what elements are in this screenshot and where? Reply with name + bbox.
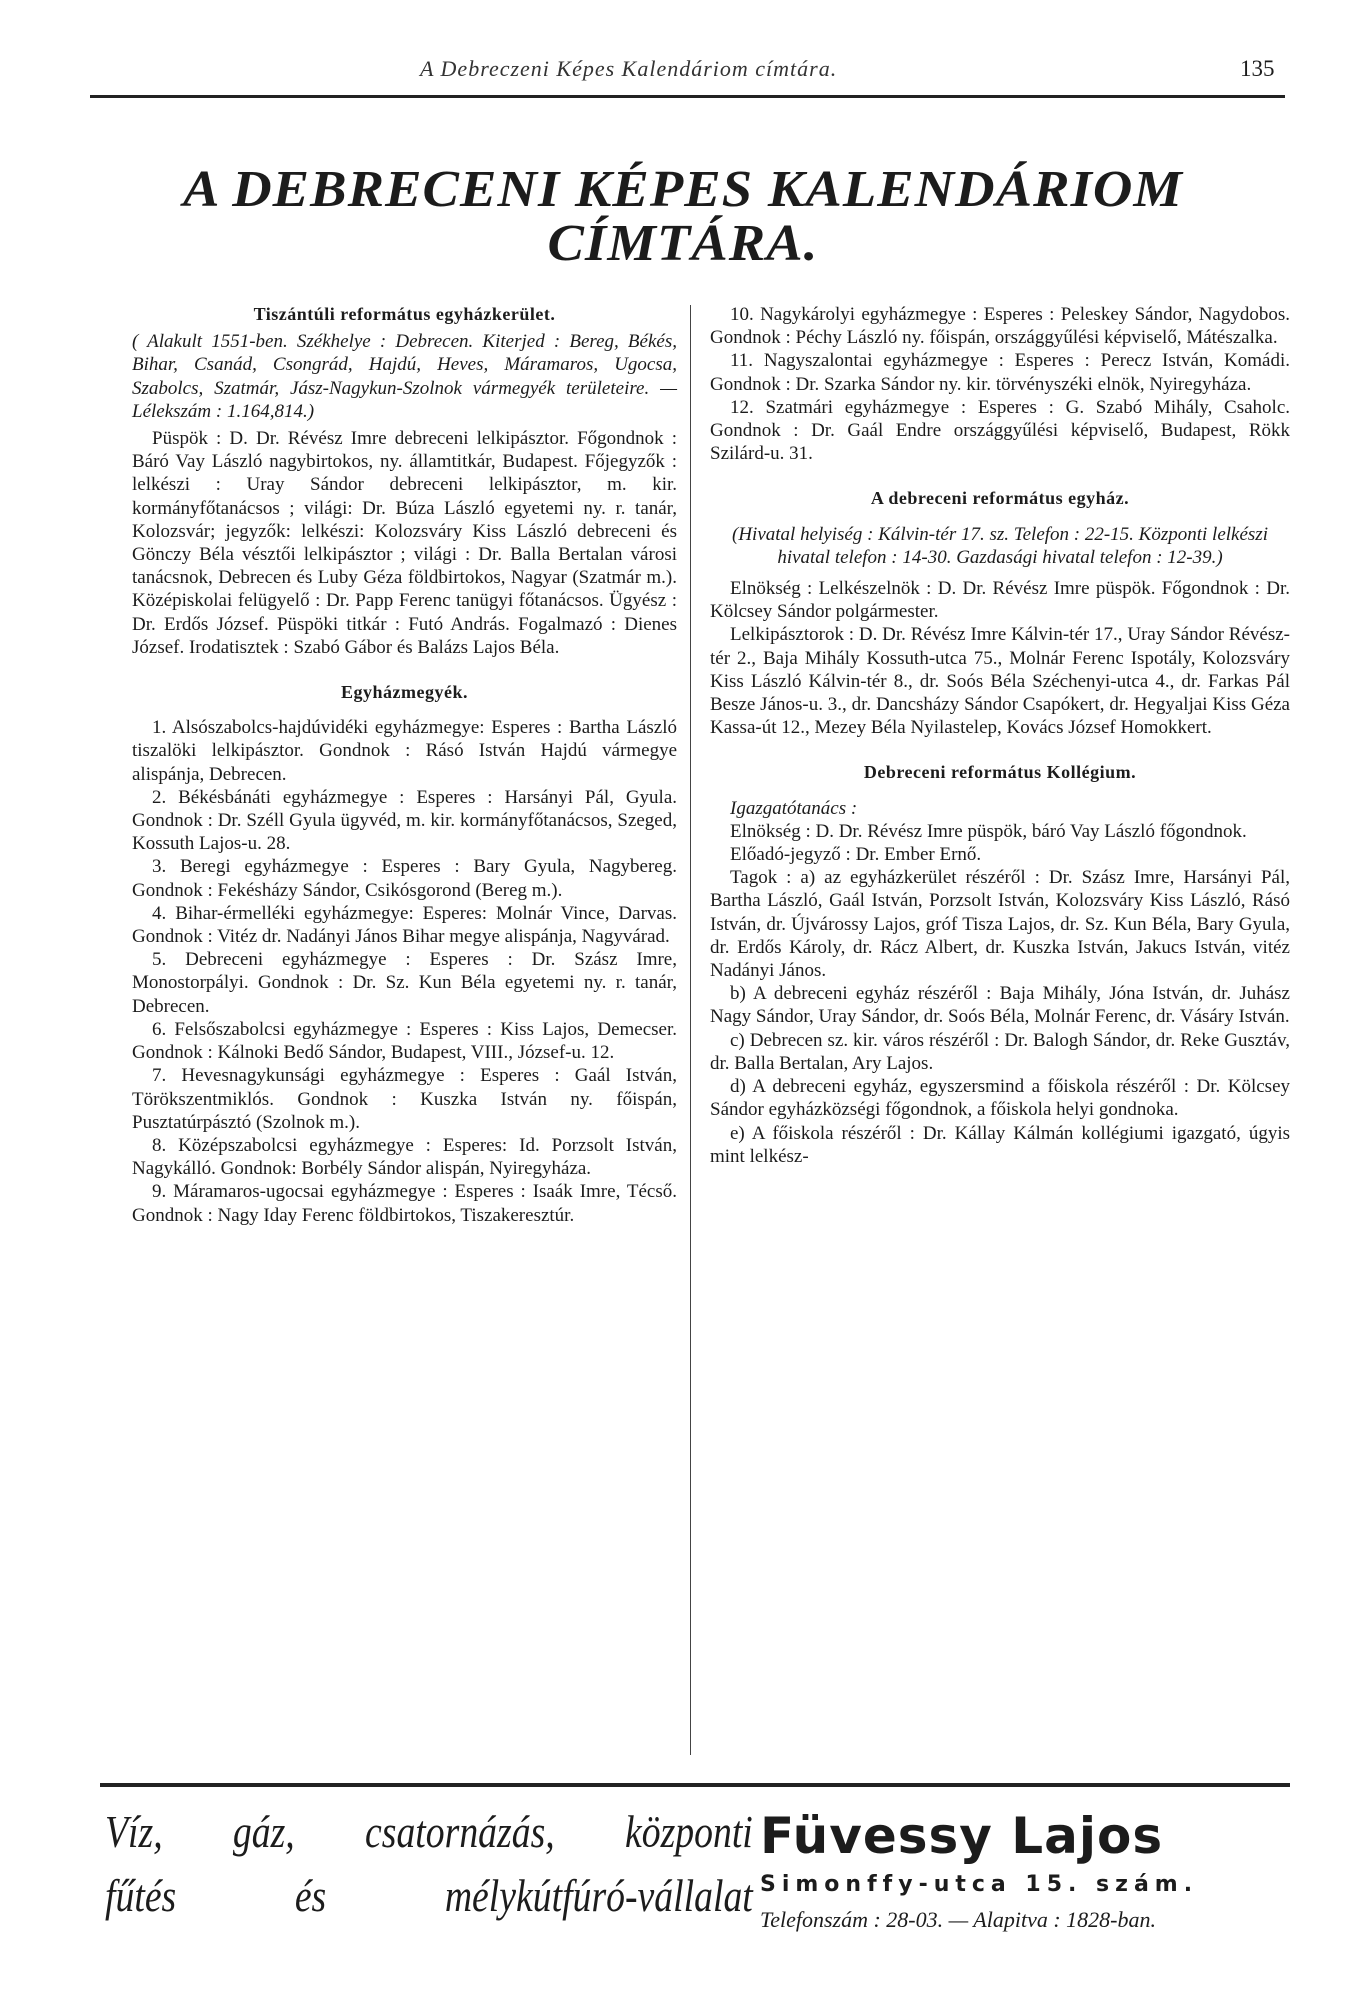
company-phone: Telefonszám : 28-03. — Alapitva : 1828-ban. [760, 1907, 1156, 1932]
section-heading: Debreceni református Kollégium. [863, 762, 1137, 783]
list-item: 2. Békésbánáti egyházmegye : Esperes : Harsányi Pál, Gyula. Gondnok : Dr. Széll Gyula ügyvéd, m. kir. kormányfőtanácsos, Szeged, Kossuth Lajos-u. 28. [132, 786, 677, 855]
list-item: 6. Felsőszabolcsi egyházmegye : Esperes : Kiss Lajos, Demecser. Gondnok : Kálnoki Bedő Sándor, Budapest, VIII., József-u. 12. [132, 1018, 677, 1064]
left-column [132, 303, 677, 1227]
section-heading: Tiszántúli református egyházkerület. [253, 304, 556, 324]
page-number: 135 [1240, 56, 1275, 81]
advert-services [105, 1800, 753, 1928]
paragraph: Előadó-jegyző : Dr. Ember Ernő. [730, 844, 982, 866]
list-item: 3. Beregi egyházmegye : Esperes : Bary Gyula, Nagybereg. Gondnok : Fekésházy Sándor, Csikósgorond (Bereg m.). [132, 856, 677, 901]
right-column [710, 303, 1290, 1168]
list-item: 1. Alsószabolcs-hajdúvidéki egyházmegye: Esperes : Bartha László tiszalöki lelkipásztor. Gondnok : Rásó István Hajdú vármegye alispánja, Debrecen. [132, 717, 677, 785]
company-name: Füvessy Lajos [760, 1807, 1164, 1865]
paragraph: b) A debreceni egyház részéről : Baja Mihály, Jóna István, dr. Juhász Nagy Sándor, Uray Sándor, dr. Soós Béla, Molnár Ferenc, dr. Vásáry István. [710, 983, 1290, 1028]
header-rule [90, 95, 1285, 98]
list-item: 12. Szatmári egyházmegye : Esperes : G. Szabó Mihály, Csaholc. Gondnok : Dr. Gaál Endre országgyűlési képviselő, Budapest, Rökk Szilárd-u. 31. [710, 396, 1290, 465]
list-item: 9. Máramaros-ugocsai egyházmegye : Esperes : Isaák Imre, Técső. Gondnok : Nagy Iday Ferenc földbirtokos, Tiszakeresztúr. [132, 1181, 677, 1226]
list-item: 11. Nagyszalontai egyházmegye : Esperes : Perecz István, Komádi. Gondnok : Dr. Szarka Sándor ny. kir. törvényszéki elnök, Nyiregyháza. [710, 350, 1290, 395]
paragraph: e) A főiskola részéről : Dr. Kállay Kálmán kollégiumi igazgató, úgyis mint lelkész- [710, 1122, 1290, 1167]
advert-line: Víz, gáz, csatornázás, központi [105, 1806, 753, 1857]
page-title-line2: CÍMTÁRA. [547, 215, 819, 272]
list-item: 7. Hevesnagykunsági egyházmegye : Esperes : Gaál István, Törökszentmiklós. Gondnok : Kuszka István ny. főispán, Pusztatúrpásztó (Szolnok m.). [132, 1065, 677, 1133]
list-item: 5. Debreceni egyházmegye : Esperes : Dr. Szász Imre, Monostorpályi. Gondnok : Dr. Sz. Kun Béla egyetemi ny. r. tanár, Debrecen. [132, 949, 677, 1017]
page-title: A DEBRECENI KÉPES KALENDÁRIOM [183, 161, 1183, 218]
advert-line: fűtés és mélykútfúró-vállalat [105, 1870, 753, 1921]
paragraph: Tagok : a) az egyházkerület részéről : Dr. Szász Imre, Harsányi Pál, Bartha László, Gaál István, Porzsolt István, Kolozsváry Kiss László, Rásó István, dr. Újvárossy Lajos, gróf Tisza Lajos, dr. Sz. Kun Béla, Bary Gyula, dr. Erdős Károly, dr. Rácz Albert, dr. Kuszka István, Jakucs István, vitéz Nadányi János. [710, 867, 1290, 982]
list-item: 4. Bihar-érmelléki egyházmegye: Esperes: Molnár Vince, Darvas. Gondnok : Vitéz dr. Nadányi János Bihar megye alispánja, Nagyvárad. [132, 902, 677, 948]
paragraph: Lelkipásztorok : D. Dr. Révész Imre Kálvin-tér 17., Uray Sándor Révész-tér 2., Baja Mihály Kossuth-utca 75., Molnár Ferenc Ispotály, Kolozsváry Kiss László Kálvin-tér 8., dr. Soós Béla Széchenyi-utca 4., dr. Farkas Pál Besze János-u. 3., dr. Dancsházy Sándor Csapókert, dr. Hegyaljai Kiss Géza Kassa-út 12., Mezey Béla Nyilastelep, Kovács József Homokkert. [710, 624, 1290, 739]
office-info: (Hivatal helyiség : Kálvin-tér 17. sz. Telefon : 22-15. Központi lelkészi hivatal telefon : 14-30. Gazdasági hivatal telefon : 12-39.) [732, 523, 1268, 568]
advert-rule [100, 1783, 1290, 1787]
section-intro: ( Alakult 1551-ben. Székhelye : Debrecen. Kiterjed : Bereg, Békés, Bihar, Csanád, Csongrád, Hajdú, Heves, Máramaros, Ugocsa, Szabolcs, Szatmár, Jász-Nagykun-Szolnok vármegyék területeire. — Lélekszám : 1.164,814.) [132, 331, 677, 422]
paragraph: c) Debrecen sz. kir. város részéről : Dr. Balogh Sándor, dr. Reke Gusztáv, dr. Balla Bertalan, Ary Lajos. [710, 1029, 1290, 1074]
list-item: 10. Nagykárolyi egyházmegye : Esperes : Peleskey Sándor, Nagydobos. Gondnok : Péchy László ny. főispán, országgyűlési képviselő, Mátészalka. [710, 304, 1290, 349]
paragraph: d) A debreceni egyház, egyszersmind a főiskola részéről : Dr. Kölcsey Sándor egyházközségi főgondnok, a főiskola helyi gondnoka. [710, 1076, 1290, 1121]
paragraph: Elnökség : D. Dr. Révész Imre püspök, báró Vay László főgondnok. [730, 820, 1247, 842]
running-header [0, 42, 1366, 82]
running-title: A Debreczeni Képes Kalendáriom címtára. [420, 56, 838, 81]
paragraph: Elnökség : Lelkészelnök : D. Dr. Révész Imre püspök. Főgondnok : Dr. Kölcsey Sándor polgármester. [710, 578, 1290, 623]
column-divider [690, 305, 691, 1755]
list-item: 8. Középszabolcsi egyházmegye : Esperes: Id. Porzsolt István, Nagykálló. Gondnok: Borbély Sándor alispán, Nyiregyháza. [132, 1134, 677, 1180]
section-heading: Egyházmegyék. [341, 682, 468, 703]
company-address: Simonffy-utca 15. szám. [760, 1872, 1199, 1897]
officials-paragraph: Püspök : D. Dr. Révész Imre debreceni lelkipásztor. Főgondnok : Báró Vay László nagybirtokos, ny. államtitkár, Budapest. Főjegyzők : lelkészi : Uray Sándor debreceni lelkipásztor, m. kir. kormányfőtanácsos ; világi: Dr. Búza László egyetemi ny. r. tanár, Kolozsvár; jegyzők: lelkészi: Kolozsváry Kiss László debreceni és Gönczy Béla vésztői lelkipásztor ; világi : Dr. Balla Bertalan városi tanácsnok, Debrecen és Luby Géza földbirtokos, Nagyar (Szatmár m.). Középiskolai felügyelő : Dr. Papp Ferenc tanügyi főtanácsos. Ügyész : Dr. Erdős József. Püspöki titkár : Futó András. Fogalmazó : Dienes József. Irodatisztek : Szabó Gábor és Balázs Lajos Béla. [132, 428, 677, 658]
section-heading: A debreceni református egyház. [870, 488, 1130, 509]
advert-company [760, 1808, 1300, 1933]
board-label: Igazgatótanács : [730, 797, 858, 819]
